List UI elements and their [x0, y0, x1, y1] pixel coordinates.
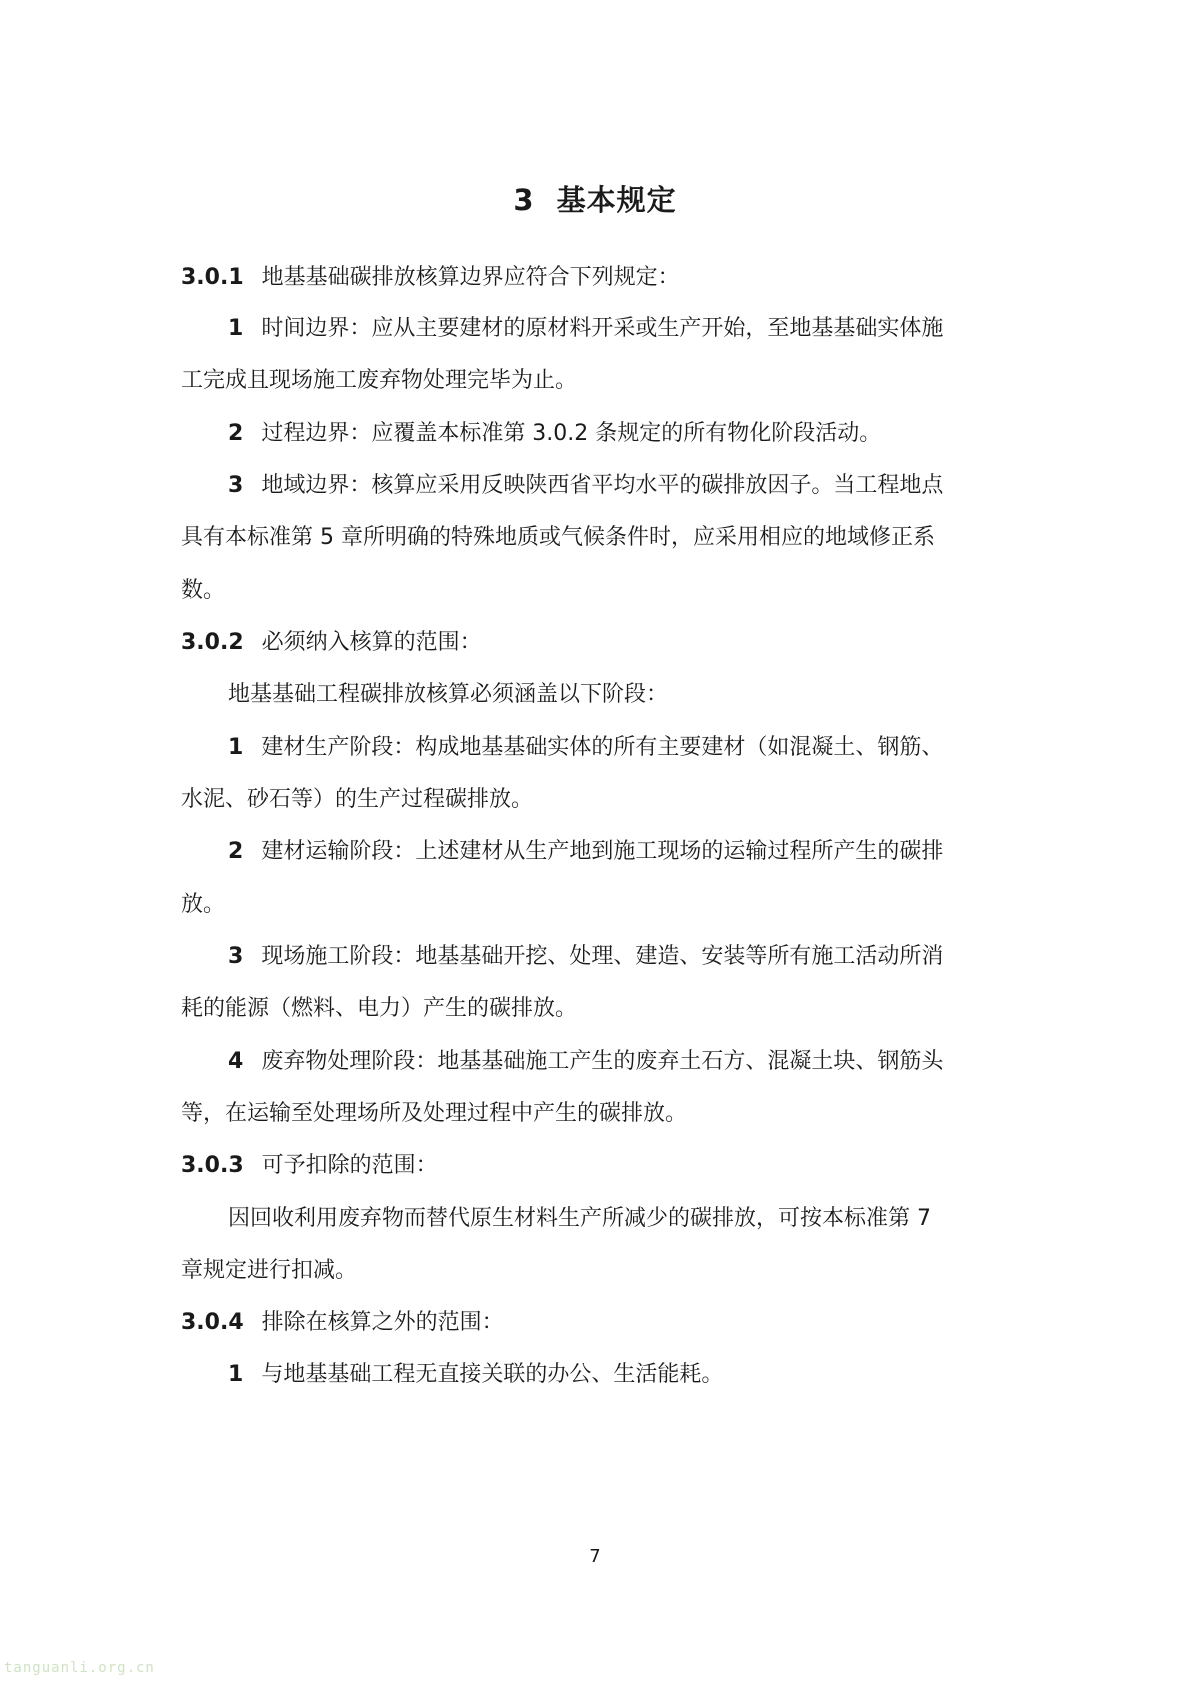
item-line: [228, 313, 1068, 345]
item-number: 4: [228, 1049, 244, 1074]
item-number: 2: [228, 421, 244, 446]
paragraph-text: 章规定进行扣减。: [181, 1258, 358, 1283]
item-text: 与地基基础工程无直接关联的办公、生活能耗。: [261, 1362, 724, 1387]
text-line: [181, 784, 1021, 816]
text-line: [228, 1203, 1068, 1235]
paragraph-text: 放。: [181, 892, 226, 917]
item-text: 现场施工阶段：地基基础开挖、处理、建造、安装等所有施工活动所消: [261, 944, 944, 969]
item-number: 3: [228, 473, 244, 498]
item-number: 1: [228, 735, 244, 760]
item-line: [228, 470, 1068, 502]
item-number: 3: [228, 944, 244, 969]
item-line: [228, 836, 1068, 868]
chapter-number: 3: [513, 183, 535, 217]
text-line: [181, 1098, 1021, 1130]
paragraph-text: 因回收利用废弃物而替代原生材料生产所减少的碳排放，可按本标准第 7: [228, 1206, 931, 1231]
clause-text: 可予扣除的范围：: [261, 1153, 438, 1178]
clause-line: [181, 627, 1021, 659]
text-line: [181, 365, 1021, 397]
clause-text: 必须纳入核算的范围：: [261, 630, 482, 655]
clause-line: [181, 1307, 1021, 1339]
item-text: 地域边界：核算应采用反映陕西省平均水平的碳排放因子。当工程地点: [261, 473, 944, 498]
text-line: [181, 889, 1021, 921]
text-line: [181, 522, 1021, 554]
paragraph-text: 数。: [181, 578, 226, 603]
item-text: 时间边界：应从主要建材的原材料开采或生产开始，至地基基础实体施: [261, 316, 944, 341]
paragraph-text: 耗的能源（燃料、电力）产生的碳排放。: [181, 996, 578, 1021]
item-number: 1: [228, 316, 244, 341]
clause-number: 3.0.1: [181, 265, 244, 290]
chapter-title: [0, 178, 1190, 219]
item-line: [228, 1359, 1068, 1391]
item-text: 废弃物处理阶段：地基基础施工产生的废弃土石方、混凝土块、钢筋头: [261, 1049, 944, 1074]
paragraph-text: 具有本标准第 5 章所明确的特殊地质或气候条件时，应采用相应的地域修正系: [181, 525, 935, 550]
chapter-title-text: 基本规定: [556, 183, 677, 217]
item-text: 建材生产阶段：构成地基基础实体的所有主要建材（如混凝土、钢筋、: [261, 735, 944, 760]
paragraph-text: 地基基础工程碳排放核算必须涵盖以下阶段：: [228, 682, 669, 707]
clause-number: 3.0.4: [181, 1310, 244, 1335]
paragraph-text: 水泥、砂石等）的生产过程碳排放。: [181, 787, 534, 812]
item-line: [228, 941, 1068, 973]
item-number: 1: [228, 1362, 244, 1387]
item-text: 过程边界：应覆盖本标准第 3.0.2 条规定的所有物化阶段活动。: [261, 421, 882, 446]
item-line: [228, 1046, 1068, 1078]
clause-number: 3.0.3: [181, 1153, 244, 1178]
page-number: 7: [589, 1546, 601, 1567]
clause-text: 地基基础碳排放核算边界应符合下列规定：: [261, 265, 680, 290]
clause-line: [181, 1150, 1021, 1182]
text-line: [181, 1255, 1021, 1287]
text-line: [181, 993, 1021, 1025]
text-line: [181, 575, 1021, 607]
item-line: [228, 732, 1068, 764]
clause-text: 排除在核算之外的范围：: [261, 1310, 504, 1335]
paragraph-text: 工完成且现场施工废弃物处理完毕为止。: [181, 368, 578, 393]
text-line: [228, 679, 1068, 711]
paragraph-text: 等，在运输至处理场所及处理过程中产生的碳排放。: [181, 1101, 688, 1126]
item-text: 建材运输阶段：上述建材从生产地到施工现场的运输过程所产生的碳排: [261, 839, 944, 864]
item-line: [228, 418, 1068, 450]
watermark: tanguanli.org.cn: [4, 1660, 155, 1676]
item-number: 2: [228, 839, 244, 864]
clause-line: [181, 262, 1021, 294]
clause-number: 3.0.2: [181, 630, 244, 655]
